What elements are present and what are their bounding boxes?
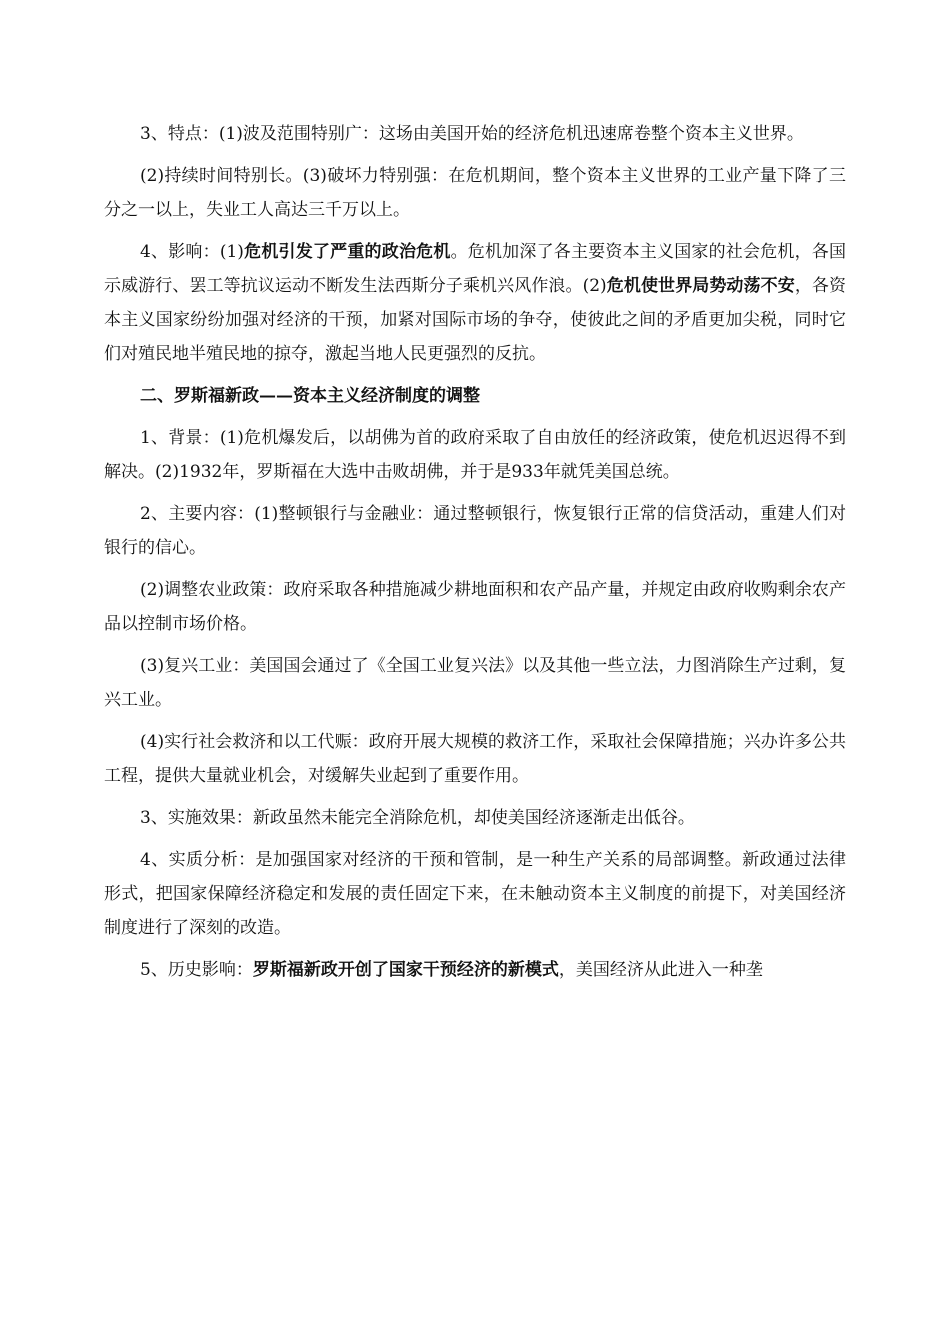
paragraph-text: ，美国经济从此进入一种垄 [558,960,763,980]
paragraph-text: (4)实行社会救济和以工代赈：政府开展大规模的救济工作，采取社会保障措施；兴办许多公共工程，提供大量就业机会，对缓解失业起到了重要作用。 [104,732,846,786]
paragraph-text: 3、实施效果：新政虽然未能完全消除危机，却使美国经济逐渐走出低谷。 [140,808,695,828]
paragraph-background [104,421,846,489]
paragraph-text: ，各资本主义国家纷纷加强对经济的干预，加紧对国际市场的争夺，使彼此之间的矛盾更加尖税，同时它们对殖民地半殖民地的掠夺，激起当地人民更强烈的反抗。 [104,276,846,364]
paragraph-effect [104,801,846,835]
paragraph-text: 1、背景：(1)危机爆发后，以胡佛为首的政府采取了自由放任的经济政策，使危机迟迟得不到解决。(2)1932年，罗斯福在大选中击败胡佛，并于是933年就凭美国总统。 [104,428,846,482]
heading-text: 二、罗斯福新政——资本主义经济制度的调整 [140,386,480,406]
paragraph-characteristics [104,117,846,151]
paragraph-industry [104,649,846,717]
paragraph-main-content [104,497,846,565]
paragraph-characteristics-cont [104,159,846,227]
paragraph-text: 3、特点：(1)波及范围特别广：这场由美国开始的经济危机迅速席卷整个资本主义世界。 [140,124,804,144]
paragraph-text: (2)持续时间特别长。(3)破坏力特别强：在危机期间，整个资本主义世界的工业产量下降了三分之一以上，失业工人高达三千万以上。 [104,166,846,220]
bold-phrase: 危机引发了严重的政治危机 [243,242,451,262]
paragraph-text: 。危机加深了各主要资本主义国家的社会危机，各国示威游行、罢工等抗议运动不断发生法西斯分子乘机兴风作浪。(2) [104,242,847,296]
paragraph-text: (3)复兴工业：美国国会通过了《全国工业复兴法》以及其他一些立法，力图消除生产过剩，复兴工业。 [104,656,846,710]
paragraph-agriculture [104,573,846,641]
bold-phrase: 危机使世界局势动荡不安 [606,276,795,296]
paragraph-analysis [104,843,846,945]
document-body [104,117,846,995]
paragraph-influence [104,235,846,371]
bold-phrase: 罗斯福新政开创了国家干预经济的新模式 [252,960,559,980]
paragraph-text: 4、实质分析：是加强国家对经济的干预和管制，是一种生产关系的局部调整。新政通过法律形式，把国家保障经济稳定和发展的责任固定下来，在未触动资本主义制度的前提下，对美国经济制度进行了深刻的改造。 [104,850,846,938]
paragraph-text: (2)调整农业政策：政府采取各种措施减少耕地面积和农产品产量，并规定由政府收购剩余农产品以控制市场价格。 [104,580,846,634]
paragraph-text: 5、历史影响： [140,960,253,980]
section-heading [104,379,846,413]
paragraph-text: 4、影响：(1) [140,242,244,262]
paragraph-text: 2、主要内容：(1)整顿银行与金融业：通过整顿银行，恢复银行正常的信贷活动，重建人们对银行的信心。 [104,504,846,558]
paragraph-relief [104,725,846,793]
paragraph-historical-impact [104,953,846,987]
